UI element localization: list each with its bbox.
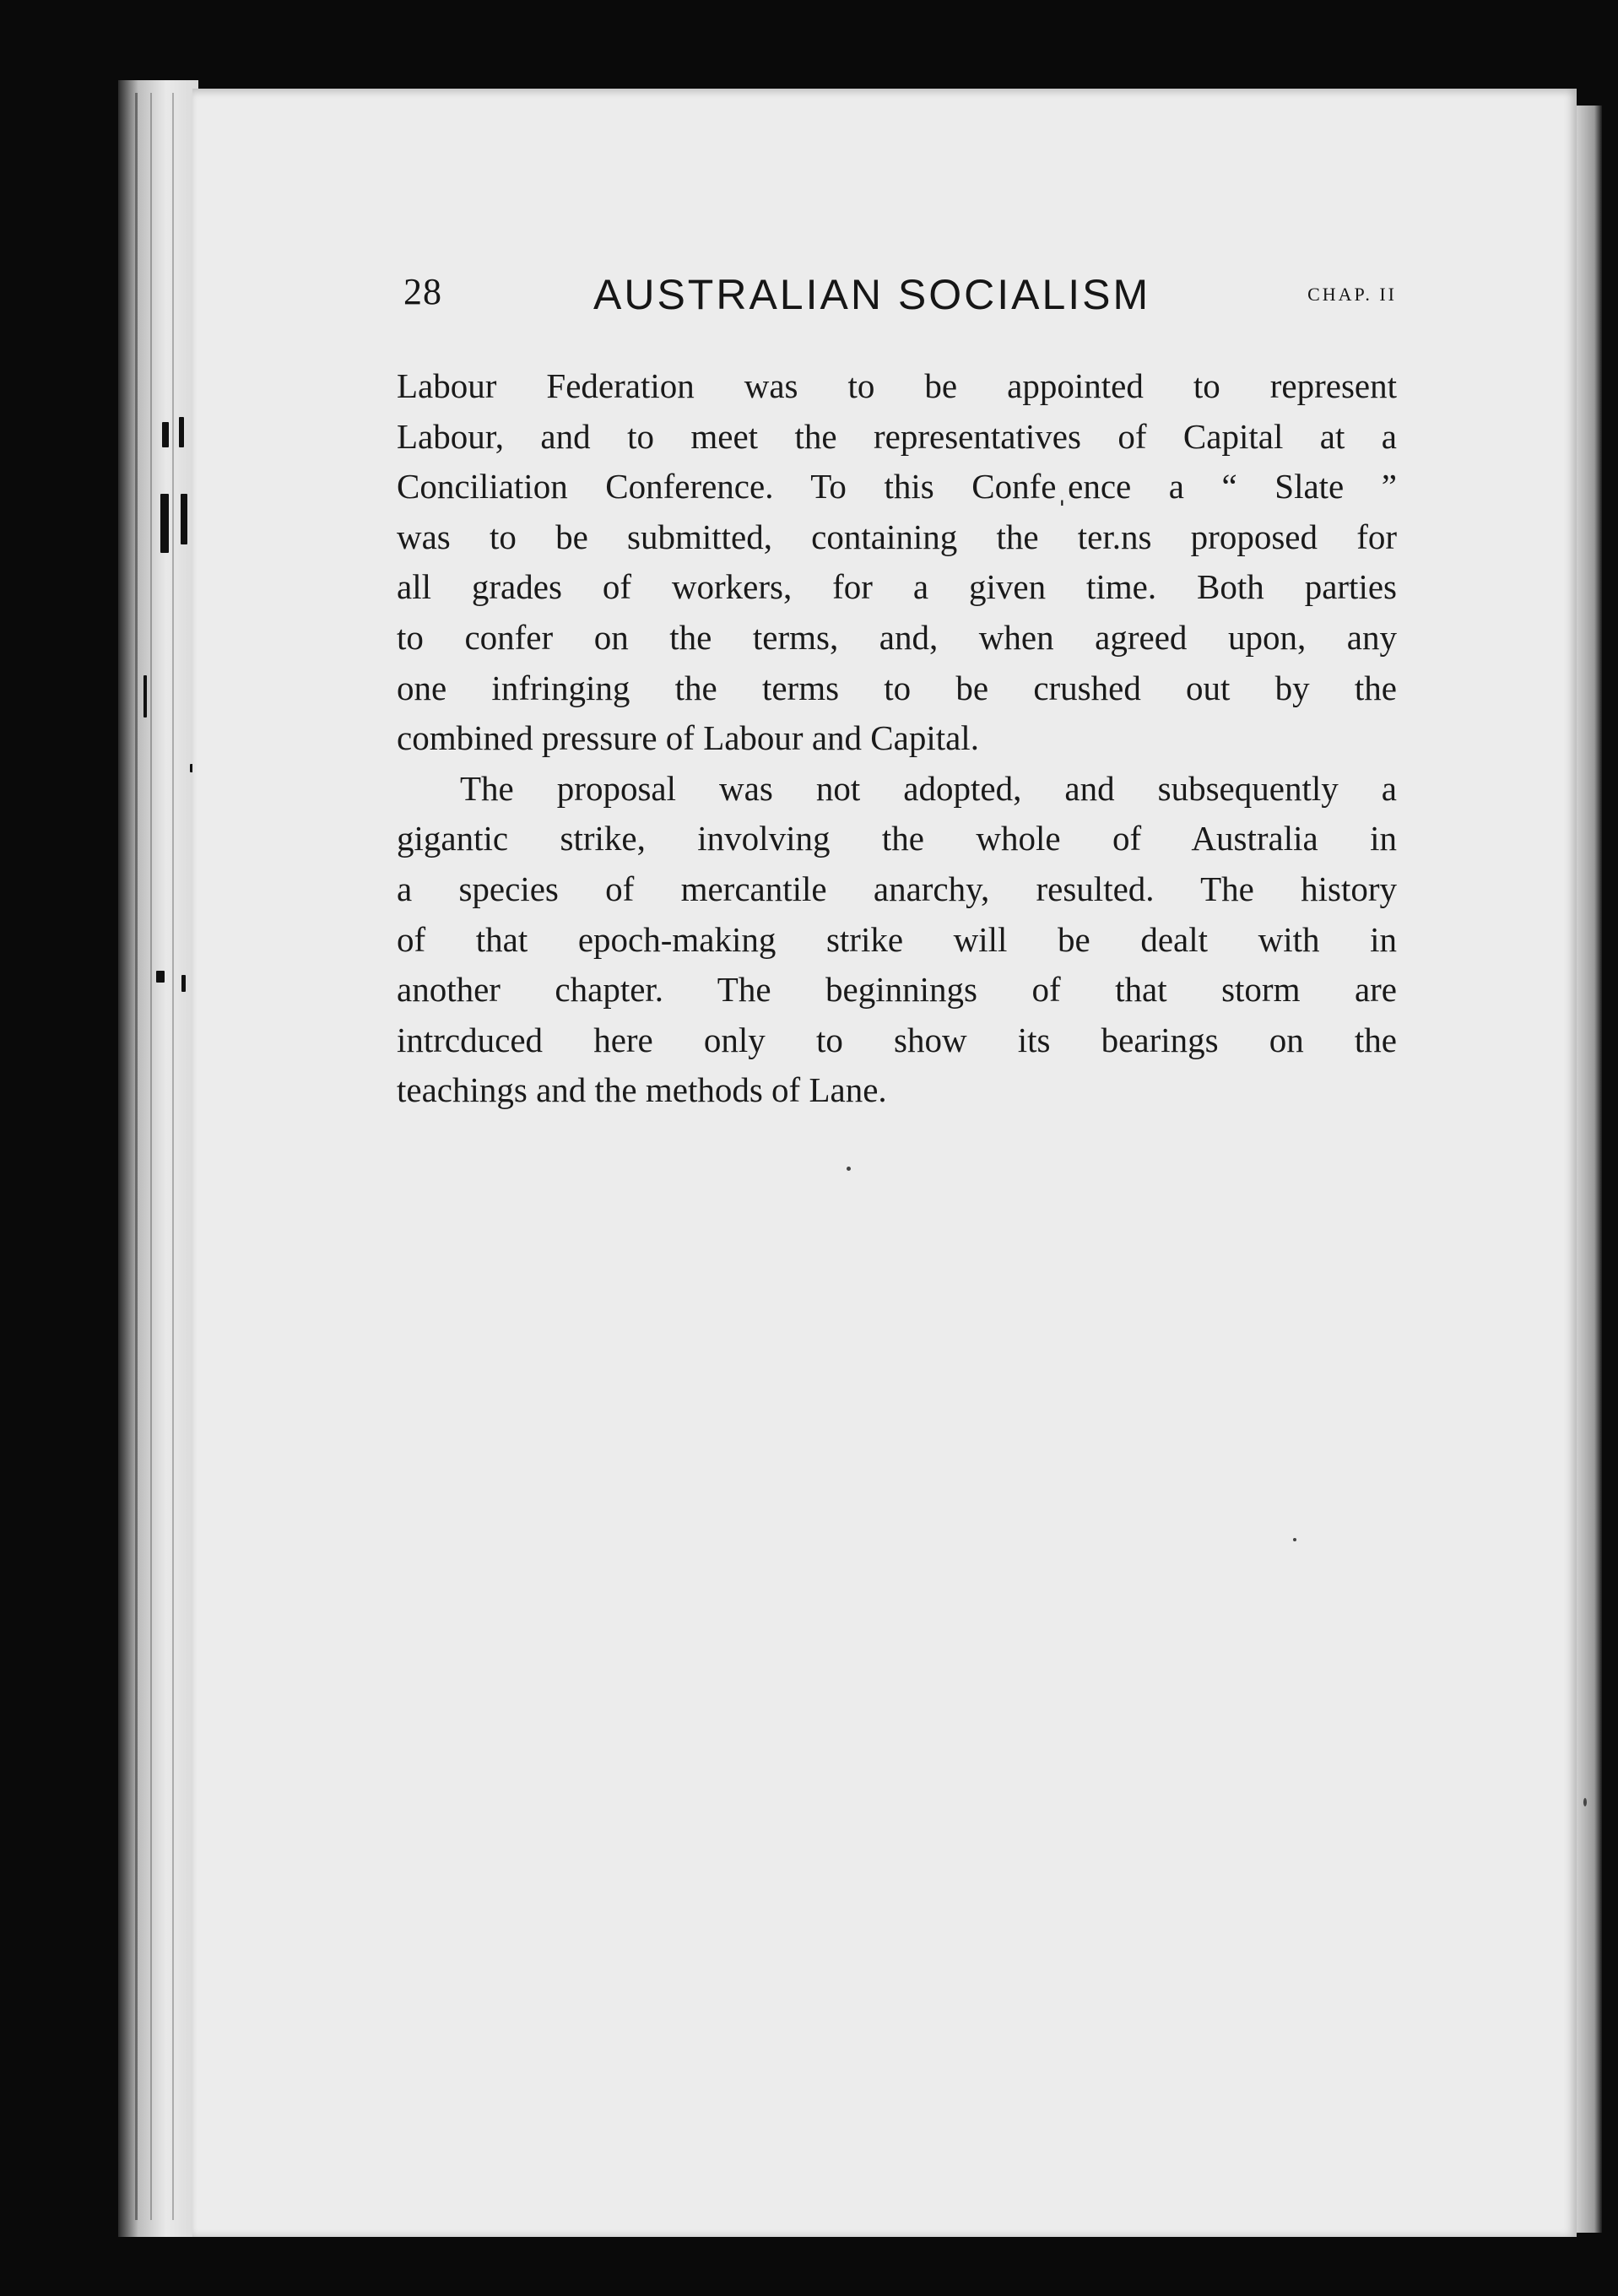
text-line: Conciliation Conference. To this Confeˌence a “ Slate ” xyxy=(397,467,1397,506)
spine-edge-line xyxy=(150,93,152,2220)
text-line: combined pressure of Labour and Capital. xyxy=(397,718,979,758)
text-line: The proposal was not adopted, and subsequently a xyxy=(460,768,1397,808)
spine-edge-line xyxy=(172,93,174,2220)
book-spine-edge xyxy=(118,80,198,2237)
paragraph xyxy=(397,361,1397,764)
spine-ink-mark xyxy=(143,675,147,718)
text-line: one infringing the terms to be crushed out by the xyxy=(397,668,1397,707)
running-header xyxy=(403,270,1404,329)
spine-ink-mark xyxy=(162,422,169,447)
scan-speck xyxy=(1583,1798,1587,1806)
text-line: Labour Federation was to be appointed to represent xyxy=(397,366,1397,405)
text-line: intrcduced here only to show its bearings on the xyxy=(397,1020,1397,1059)
scan-speck xyxy=(847,1167,851,1171)
text-line: Labour, and to meet the representatives of Capital at a xyxy=(397,416,1397,456)
spine-ink-mark xyxy=(179,417,184,447)
spine-ink-mark xyxy=(156,971,165,983)
spine-ink-mark xyxy=(160,494,169,553)
text-line: to confer on the terms, and, when agreed upon, any xyxy=(397,617,1397,657)
page-number: 28 xyxy=(403,271,442,312)
spine-ink-mark xyxy=(181,975,186,992)
spine-edge-line xyxy=(135,93,138,2220)
paragraph xyxy=(397,764,1397,1116)
chapter-label: CHAP. II xyxy=(1307,284,1397,305)
text-line: of that epoch-making strike will be dealt with in xyxy=(397,919,1397,959)
spine-ink-mark xyxy=(181,494,187,544)
text-line: teachings and the methods of Lane. xyxy=(397,1070,887,1110)
text-line: a species of mercantile anarchy, resulted. The history xyxy=(397,869,1397,908)
text-line: another chapter. The beginnings of that storm are xyxy=(397,970,1397,1010)
running-title: AUSTRALIAN SOCIALISM xyxy=(593,271,1151,318)
text-line: all grades of workers, for a given time. Both parties xyxy=(397,567,1397,607)
text-line: was to be submitted, containing the ter.ns proposed for xyxy=(397,517,1397,556)
scan-speck xyxy=(1293,1538,1296,1541)
page-right-edge xyxy=(1577,106,1602,2233)
body-text xyxy=(397,361,1397,1116)
text-line: gigantic strike, involving the whole of Australia in xyxy=(397,819,1397,858)
